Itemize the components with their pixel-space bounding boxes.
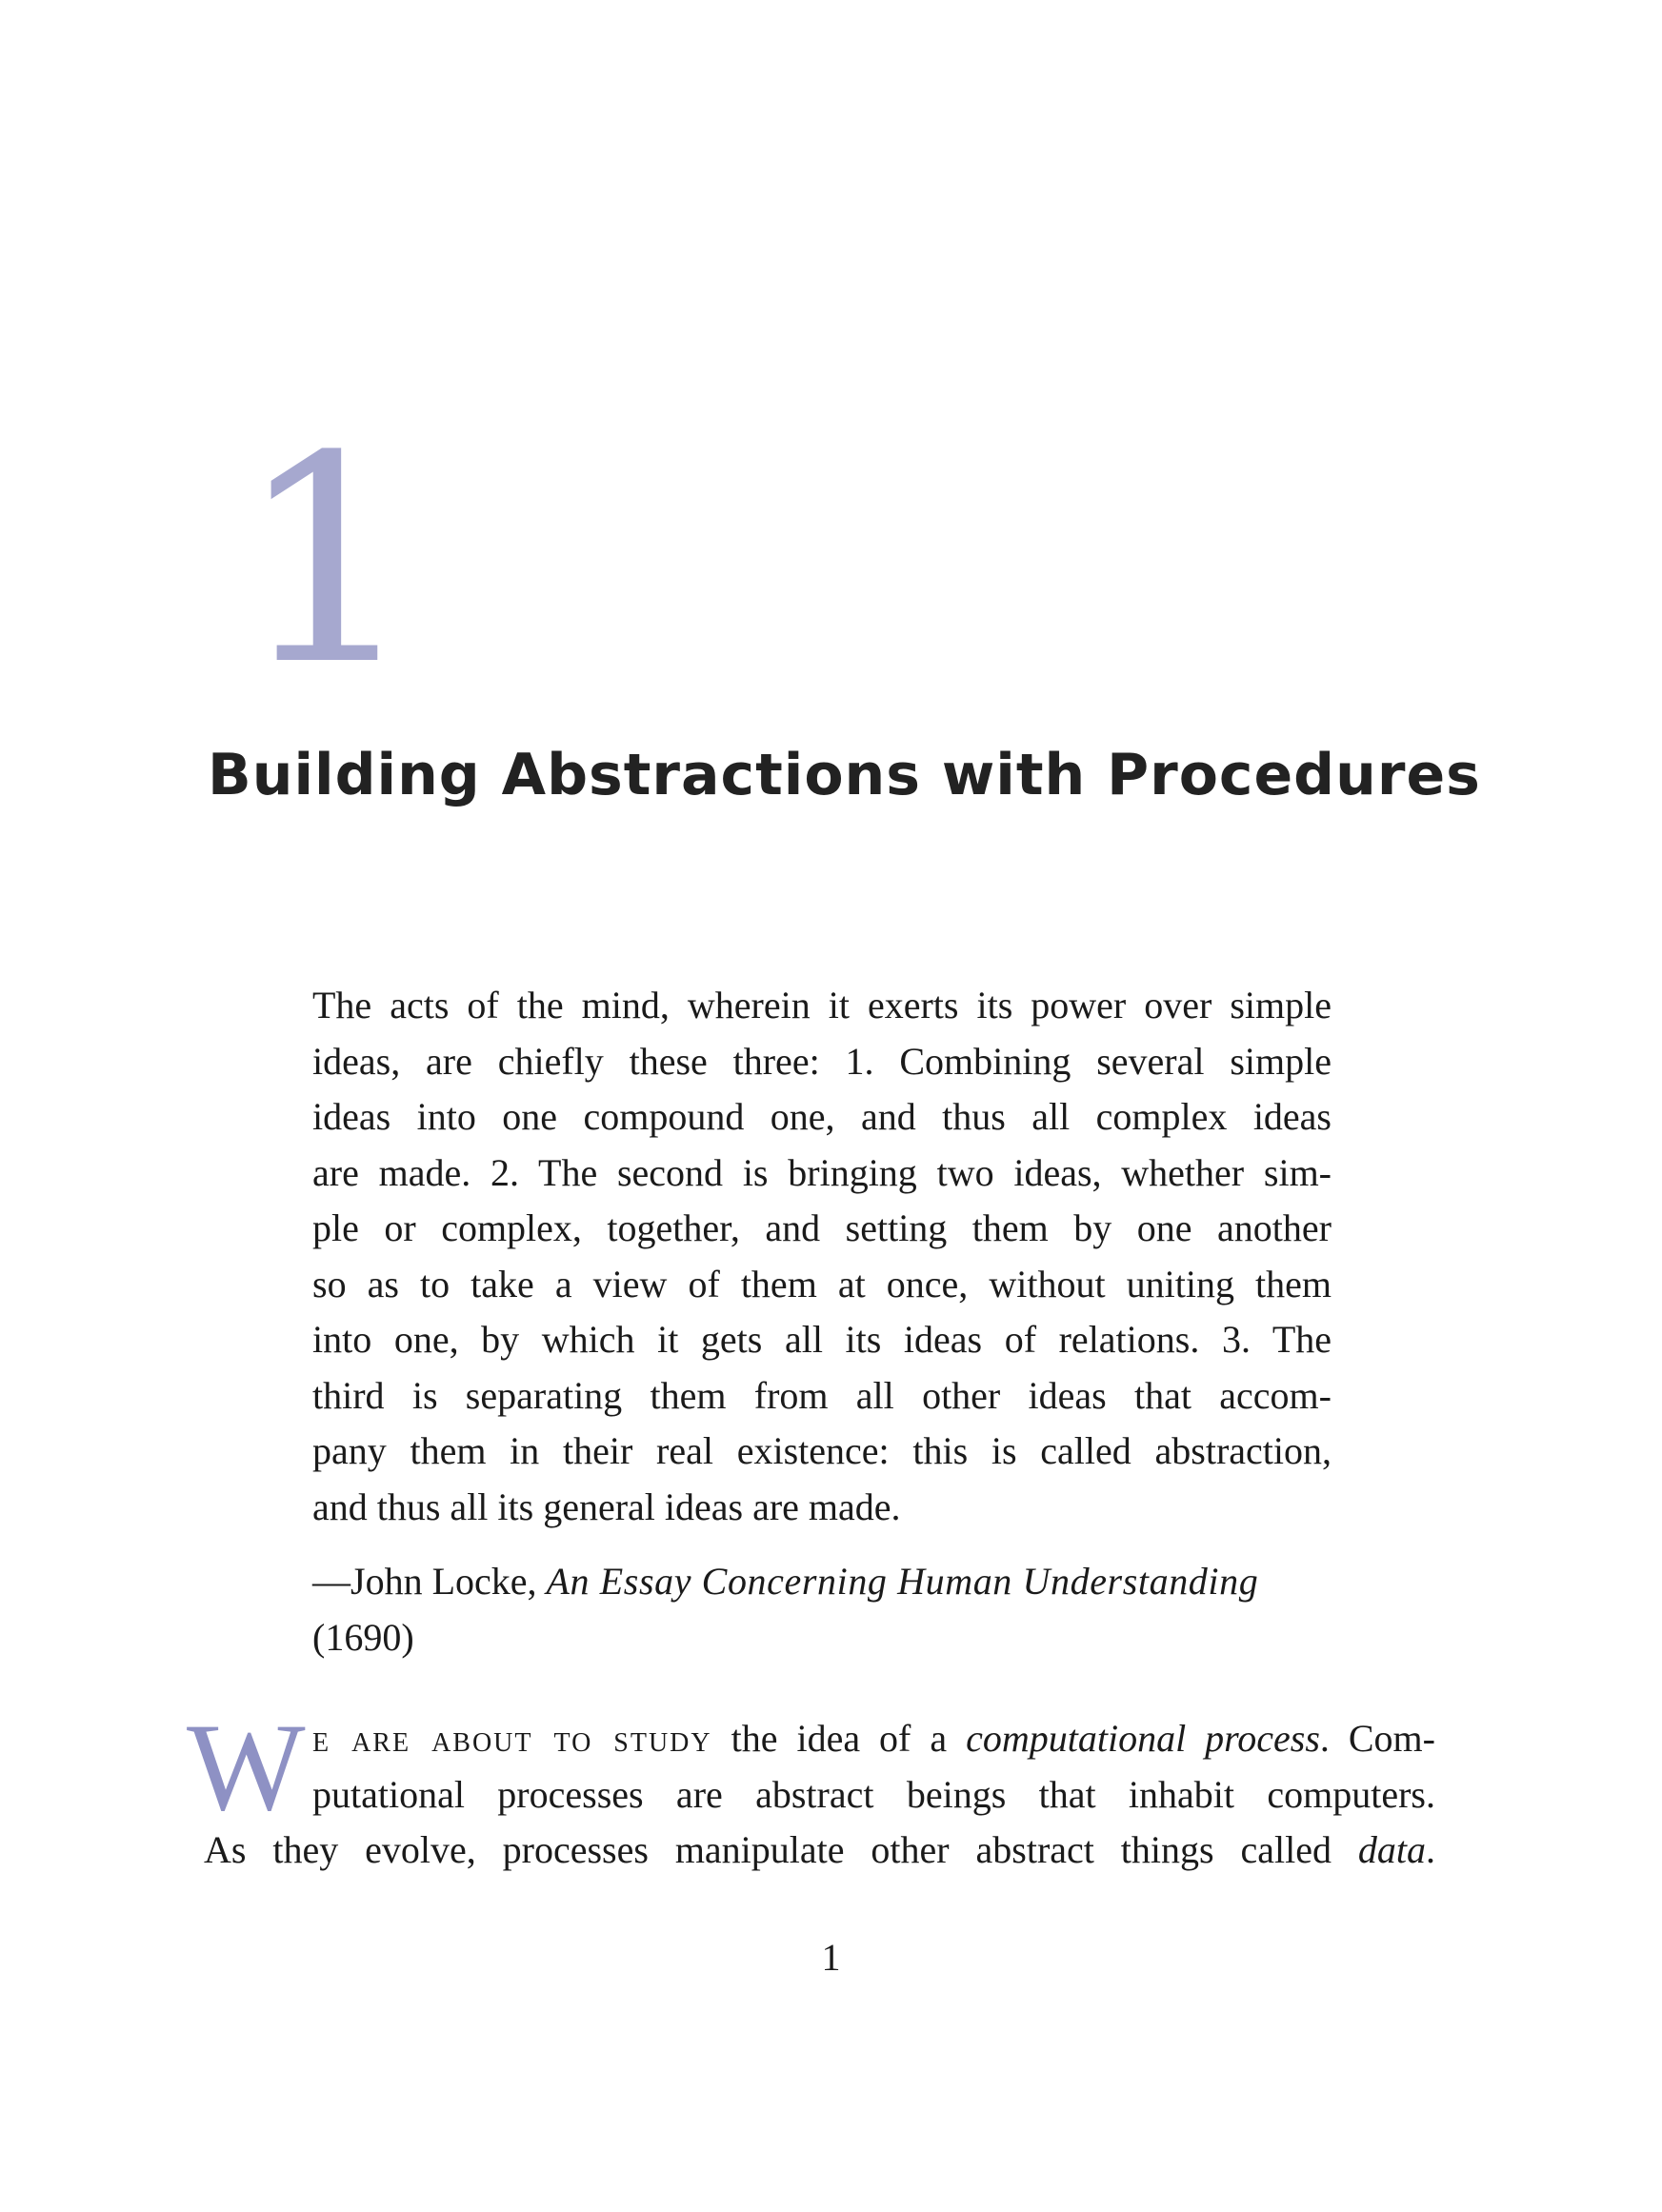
page-number: 1 — [821, 1936, 841, 1979]
epigraph-line: ideas, are chiefly these three: 1. Combining several simple — [312, 1039, 1332, 1083]
smallcaps-lead: e are about to study — [312, 1717, 712, 1760]
term-data: data — [1357, 1828, 1426, 1871]
body-text-run: As they evolve, processes manipulate other abstract things called — [204, 1828, 1358, 1871]
epigraph — [312, 978, 1332, 1535]
epigraph-line: ideas into one compound one, and thus all complex ideas — [312, 1095, 1332, 1138]
epigraph-line: third is separating them from all other ideas that accom- — [312, 1373, 1332, 1417]
body-line: putational processes are abstract beings that inhabit computers. — [312, 1772, 1435, 1816]
epigraph-line: pany them in their real existence: this is called abstraction, — [312, 1429, 1332, 1472]
epigraph-line: and thus all its general ideas are made. — [312, 1485, 901, 1528]
chapter-title: Building Abstractions with Procedures — [208, 742, 1481, 808]
epigraph-attribution — [312, 1554, 1332, 1665]
attribution-author: —John Locke, — [312, 1560, 547, 1603]
epigraph-line: are made. 2. The second is bringing two ideas, whether sim- — [312, 1150, 1332, 1194]
attribution-line — [312, 1554, 1332, 1610]
term-computational-process: computational process — [966, 1717, 1320, 1760]
body-paragraph — [204, 1711, 1435, 1879]
attribution-year: (1690) — [312, 1615, 414, 1659]
epigraph-line: into one, by which it gets all its ideas of relations. 3. The — [312, 1318, 1332, 1361]
body-text-run: . Com- — [1319, 1717, 1435, 1760]
epigraph-line: ple or complex, together, and setting them by one another — [312, 1206, 1332, 1249]
body-text-run: the idea of a — [711, 1717, 967, 1760]
body-line — [204, 1823, 1435, 1879]
epigraph-line: so as to take a view of them at once, without uniting them — [312, 1262, 1332, 1305]
chapter-number: 1 — [236, 395, 418, 727]
epigraph-line: The acts of the mind, wherein it exerts its power over simple — [312, 984, 1332, 1026]
body-line — [204, 1711, 1435, 1767]
body-text-run: . — [1426, 1828, 1435, 1871]
drop-cap: W — [187, 1697, 306, 1837]
attribution-work-title: An Essay Concerning Human Understanding — [546, 1560, 1259, 1603]
